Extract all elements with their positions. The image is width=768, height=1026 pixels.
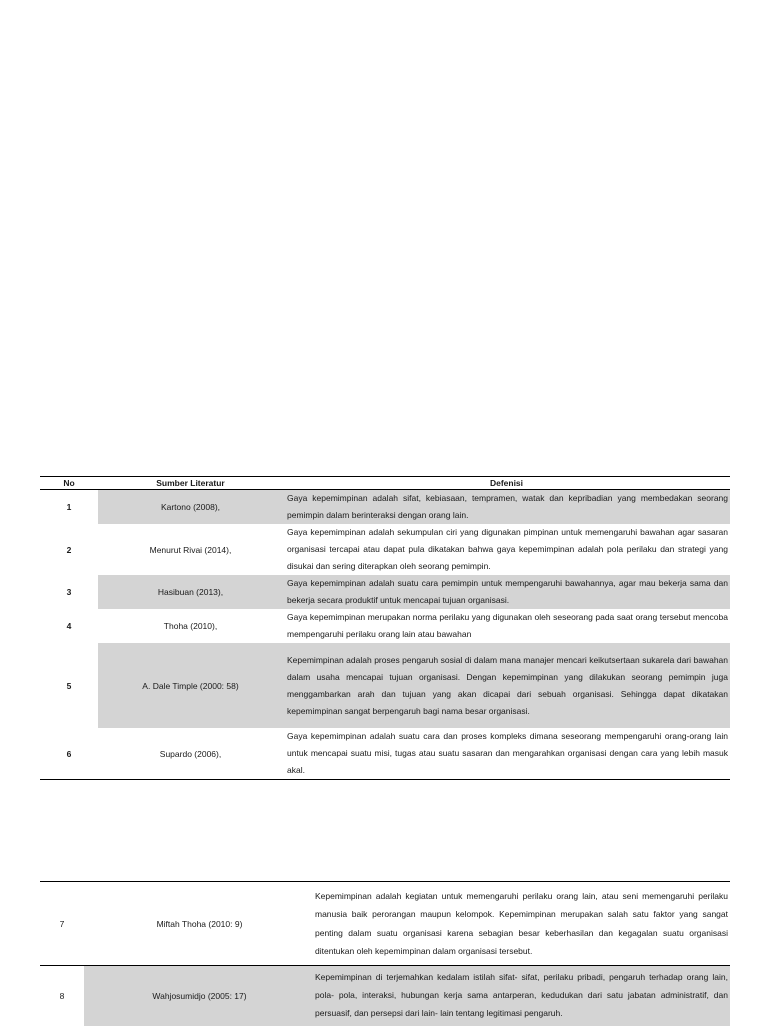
table-row (40, 575, 730, 609)
row-number: 5 (40, 643, 98, 728)
row-number: 2 (40, 524, 98, 575)
row-number: 7 (40, 882, 84, 966)
header-definition: Defenisi (283, 477, 730, 490)
row-source: Hasibuan (2013), (98, 575, 283, 609)
row-number: 4 (40, 609, 98, 643)
row-source: A. Dale Timple (2000: 58) (98, 643, 283, 728)
header-source: Sumber Literatur (98, 477, 283, 490)
row-definition: Gaya kepemimpinan adalah suatu cara pemimpin untuk mempengaruhi bawahannya, agar mau bekerja sama dan bekerja secara produktif untuk mencapai tujuan organisasi. (283, 575, 730, 609)
row-definition: Gaya kepemimpinan adalah sekumpulan ciri yang digunakan pimpinan untuk memengaruhi bawahan agar sasaran organisasi tercapai atau dapat pula dikatakan bahwa gaya kepemimpinan adalah pola perilaku dan strategi yang disukai dan sering diterapkan oleh seorang pemimpin. (283, 524, 730, 575)
row-source: Thoha (2010), (98, 609, 283, 643)
row-number: 8 (40, 966, 84, 1026)
table-row (40, 490, 730, 525)
row-source: Wahjosumidjo (2005: 17) (84, 966, 315, 1026)
row-source: Miftah Thoha (2010: 9) (84, 882, 315, 966)
row-definition: Gaya kepemimpinan adalah suatu cara dan proses kompleks dimana seseorang mempengaruhi orang-orang lain untuk mencapai suatu misi, tugas atau suatu sasaran dan mengarahkan organisasi dengan cara yang lebih masuk akal. (283, 728, 730, 780)
row-definition: Kepemimpinan adalah kegiatan untuk memengaruhi perilaku orang lain, atau seni memengaruhi perilaku manusia baik perorangan maupun kelompok. Kepemimpinan merupakan salah satu faktor yang sangat penting dalam suatu organisasi karena sebagian besar keberhasilan dan kegagalan suatu organisasi ditentukan oleh kepemimpinan dalam organisasi tersebut. (315, 882, 730, 966)
table-row (40, 966, 730, 1026)
table-row (40, 643, 730, 728)
table-row (40, 609, 730, 643)
literature-table-2 (40, 881, 730, 1026)
header-no: No (40, 477, 98, 490)
row-definition: Kepemimpinan di terjemahkan kedalam istilah sifat- sifat, perilaku pribadi, pengaruh terhadap orang lain, pola- pola, interaksi, hubungan kerja sama antarperan, kedudukan dari satu jabatan administratif, dan persuasif, dan persepsi dari lain- lain tentang legitimasi pengaruh. (315, 968, 728, 1023)
row-definition: Gaya kepemimpinan merupakan norma perilaku yang digunakan oleh seseorang pada saat orang tersebut mencoba mempengaruhi perilaku orang lain atau bawahan (283, 609, 730, 643)
table-row (40, 728, 730, 780)
table-row (40, 524, 730, 575)
table-row (40, 882, 730, 966)
table-header-row (40, 477, 730, 490)
row-source: Kartono (2008), (98, 490, 283, 525)
row-source: Supardo (2006), (98, 728, 283, 780)
row-number: 3 (40, 575, 98, 609)
literature-table-1 (40, 476, 730, 780)
row-number: 1 (40, 490, 98, 525)
row-definition: Gaya kepemimpinan adalah sifat, kebiasaan, tempramen, watak dan kepribadian yang membedakan seorang pemimpin dalam berinteraksi dengan orang lain. (283, 490, 730, 525)
row-number: 6 (40, 728, 98, 780)
row-definition-cell (315, 966, 730, 1026)
row-source: Menurut Rivai (2014), (98, 524, 283, 575)
row-definition: Kepemimpinan adalah proses pengaruh sosial di dalam mana manajer mencari keikutsertaan sukarela dari bawahan dalam usaha mencapai tujuan organisasi. Dengan kepemimpinan yang dilakukan seorang pemimpin juga menggambarkan arah dan tujuan yang akan dicapai dari sebuah organisasi. Sehingga dapat dikatakan kepemimpinan sangat berpengaruh bagi nama besar organisasi. (283, 643, 730, 728)
